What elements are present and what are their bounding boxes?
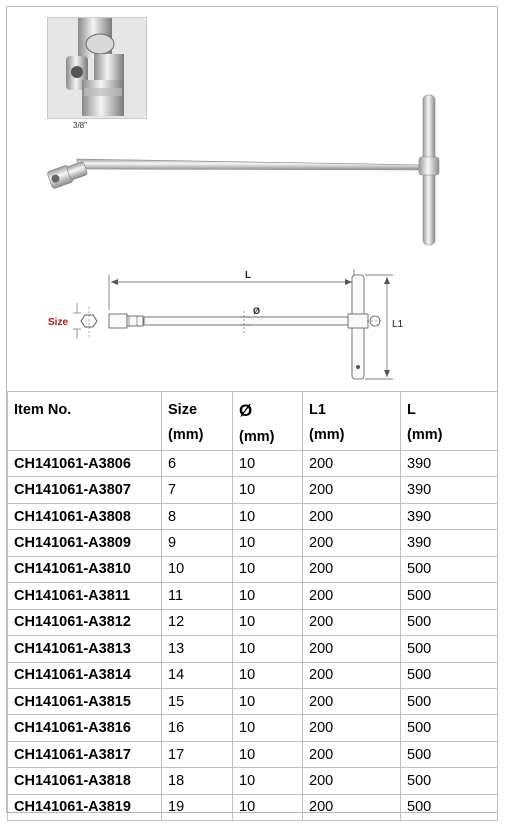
diameter-cell: 10 xyxy=(233,636,303,662)
l1-cell: 200 xyxy=(303,609,401,635)
diameter-cell: 10 xyxy=(233,688,303,714)
item-no-cell: CH141061-A3809 xyxy=(8,530,162,556)
size-cell: 18 xyxy=(162,768,233,794)
diameter-cell: 10 xyxy=(233,768,303,794)
table-row xyxy=(8,636,498,662)
l1-cell: 200 xyxy=(303,477,401,503)
l1-cell: 200 xyxy=(303,715,401,741)
length-label: L xyxy=(245,270,252,281)
item-no-cell: CH141061-A3817 xyxy=(8,741,162,767)
dimension-diagram xyxy=(73,269,393,379)
item-no-cell: CH141061-A3815 xyxy=(8,688,162,714)
header-label: L1 xyxy=(309,402,326,418)
l-cell: 500 xyxy=(401,583,498,609)
l1-cell: 200 xyxy=(303,688,401,714)
l1-cell: 200 xyxy=(303,451,401,477)
table-row xyxy=(8,530,498,556)
diameter-cell: 10 xyxy=(233,741,303,767)
size-cell: 13 xyxy=(162,636,233,662)
table-row xyxy=(8,768,498,794)
diameter-cell: 10 xyxy=(233,715,303,741)
table-row xyxy=(8,556,498,582)
size-cell: 16 xyxy=(162,715,233,741)
header-unit: (mm) xyxy=(239,429,275,445)
size-cell: 10 xyxy=(162,556,233,582)
header-unit: (mm) xyxy=(309,427,345,443)
size-cell: 7 xyxy=(162,477,233,503)
item-no-cell: CH141061-A3814 xyxy=(8,662,162,688)
l1-cell: 200 xyxy=(303,768,401,794)
header-unit: (mm) xyxy=(168,427,204,443)
product-images xyxy=(7,7,497,391)
diameter-cell: 10 xyxy=(233,451,303,477)
header-l xyxy=(401,392,498,451)
size-cell: 19 xyxy=(162,794,233,820)
header-label: Size xyxy=(168,402,198,418)
header-l1 xyxy=(303,392,401,451)
diameter-cell: 10 xyxy=(233,609,303,635)
l1-cell: 200 xyxy=(303,636,401,662)
l-cell: 390 xyxy=(401,477,498,503)
item-no-cell: CH141061-A3807 xyxy=(8,477,162,503)
size-cell: 6 xyxy=(162,451,233,477)
diameter-cell: 10 xyxy=(233,556,303,582)
item-no-cell: CH141061-A3806 xyxy=(8,451,162,477)
diameter-label: Ø xyxy=(253,306,261,316)
table-row xyxy=(8,688,498,714)
l-cell: 500 xyxy=(401,768,498,794)
l1-cell: 200 xyxy=(303,741,401,767)
l1-cell: 200 xyxy=(303,794,401,820)
size-cell: 15 xyxy=(162,688,233,714)
header-item-no xyxy=(8,392,162,451)
table-row xyxy=(8,715,498,741)
l1-cell: 200 xyxy=(303,530,401,556)
l1-cell: 200 xyxy=(303,583,401,609)
size-cell: 9 xyxy=(162,530,233,556)
table-row xyxy=(8,609,498,635)
header-label: L xyxy=(407,402,416,418)
item-no-cell: CH141061-A3811 xyxy=(8,583,162,609)
l-cell: 500 xyxy=(401,609,498,635)
tool-illustration xyxy=(7,7,497,391)
item-no-cell: CH141061-A3819 xyxy=(8,794,162,820)
height-label: L1 xyxy=(392,319,404,330)
diameter-cell: 10 xyxy=(233,662,303,688)
l-cell: 500 xyxy=(401,715,498,741)
l-cell: 500 xyxy=(401,636,498,662)
table-row xyxy=(8,503,498,529)
l-cell: 500 xyxy=(401,556,498,582)
table-row xyxy=(8,477,498,503)
header-label: Item No. xyxy=(14,402,72,418)
item-no-cell: CH141061-A3808 xyxy=(8,503,162,529)
header-label: Ø xyxy=(239,401,253,420)
item-no-cell: CH141061-A3816 xyxy=(8,715,162,741)
table-header-row xyxy=(8,392,498,451)
l-cell: 390 xyxy=(401,503,498,529)
diameter-cell: 10 xyxy=(233,503,303,529)
l-cell: 390 xyxy=(401,451,498,477)
table-row xyxy=(8,451,498,477)
size-cell: 11 xyxy=(162,583,233,609)
l-cell: 390 xyxy=(401,530,498,556)
header-size xyxy=(162,392,233,451)
diameter-cell: 10 xyxy=(233,794,303,820)
l-cell: 500 xyxy=(401,662,498,688)
l-cell: 500 xyxy=(401,741,498,767)
l1-cell: 200 xyxy=(303,662,401,688)
size-cell: 12 xyxy=(162,609,233,635)
l-cell: 500 xyxy=(401,688,498,714)
header-diameter xyxy=(233,392,303,451)
table-row xyxy=(8,741,498,767)
diameter-cell: 10 xyxy=(233,530,303,556)
size-cell: 8 xyxy=(162,503,233,529)
table-row xyxy=(8,662,498,688)
table-row xyxy=(8,583,498,609)
specification-table xyxy=(7,391,498,821)
table-row xyxy=(8,794,498,820)
l1-cell: 200 xyxy=(303,503,401,529)
size-cell: 14 xyxy=(162,662,233,688)
socket-size-caption: 3/8" xyxy=(73,121,87,130)
l-cell: 500 xyxy=(401,794,498,820)
item-no-cell: CH141061-A3812 xyxy=(8,609,162,635)
item-no-cell: CH141061-A3818 xyxy=(8,768,162,794)
product-sheet xyxy=(6,6,498,816)
item-no-cell: CH141061-A3813 xyxy=(8,636,162,662)
size-cell: 17 xyxy=(162,741,233,767)
diameter-cell: 10 xyxy=(233,477,303,503)
l1-cell: 200 xyxy=(303,556,401,582)
size-label: Size xyxy=(48,317,69,328)
diameter-cell: 10 xyxy=(233,583,303,609)
item-no-cell: CH141061-A3810 xyxy=(8,556,162,582)
header-unit: (mm) xyxy=(407,427,443,443)
t-handle-photo xyxy=(47,95,439,245)
